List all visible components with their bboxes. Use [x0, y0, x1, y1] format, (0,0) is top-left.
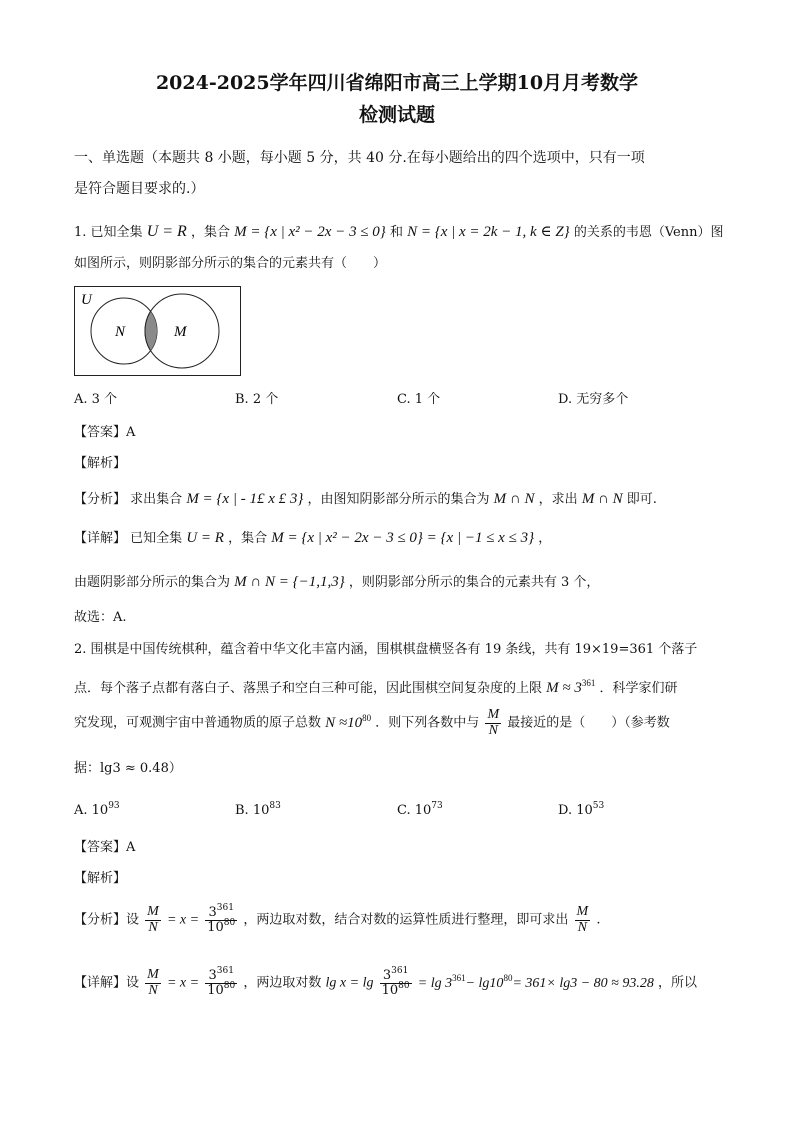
q1-fenxi-set: M = {x | - 1£ x £ 3}: [186, 491, 304, 507]
q2-fenxi-frac-mn-2: $\frac{M}{N}$: [576, 904, 589, 935]
q1-xj-b: ，集合: [228, 531, 268, 546]
q2-xiangjie: [74, 968, 697, 998]
q1-fenxi-b: ，由图知阴影部分所示的集合为: [307, 492, 490, 507]
q2-fenxi-eq: = x =: [166, 912, 200, 928]
q1-fenxi: [74, 490, 657, 509]
q1-fenxi-a: 求出集合: [130, 492, 183, 507]
q1-option-d: D. 无穷多个: [558, 392, 629, 407]
q2-xj-eq: = x =: [166, 975, 200, 991]
title-line-1: 2024-2025学年四川省绵阳市高三上学期10月月考数学: [155, 72, 639, 94]
q1-universal-set: U = R: [146, 223, 187, 240]
q1-option-c: C. 1 个: [397, 392, 441, 407]
q2-xiangjie-label: 【详解】设: [74, 975, 140, 991]
q2-line3-b: ．则下列各数中与: [375, 715, 480, 731]
q2-xj-lg: lg x = lg: [325, 975, 374, 991]
q2-xj-text: ，两边取对数: [243, 975, 322, 991]
q2-option-a: A. $10^{93}$: [74, 801, 120, 818]
q2-frac-num: M: [487, 707, 500, 722]
q2-fenxi-text: ，两边取对数，结合对数的运算性质进行整理，即可求出: [243, 912, 569, 928]
q1-stem-line-2: 如图所示，则阴影部分所示的集合的元素共有（ ）: [74, 256, 387, 271]
q1-shadow-line: [74, 573, 599, 592]
q1-option-b: B. 2 个: [235, 392, 279, 407]
q1-fenxi-c: ，求出: [538, 492, 578, 507]
q1-analysis-label: 【解析】: [74, 456, 127, 471]
q1-option-a: A. 3 个: [74, 392, 118, 407]
q1-stem-line-1: [74, 222, 723, 242]
q2-fenxi-frac-mn: $\frac{M}{N}$: [147, 904, 159, 935]
q1-set-n: N = {x | x = 2k − 1, k ∈ Z}: [407, 224, 570, 240]
n-label: N: [115, 324, 126, 340]
q1-xj-u: U = R: [186, 530, 224, 546]
q1-xj-a: 已知全集: [130, 531, 183, 546]
q1-and: 和: [389, 225, 403, 240]
q2-line-2: [74, 679, 678, 698]
q1-fenxi-mn2: M ∩ N: [581, 491, 623, 507]
q2-m-exp: 361: [581, 678, 596, 688]
q2-line-3: [74, 708, 670, 738]
q1-fenxi-d: 即可.: [626, 492, 657, 507]
q2-xj-frac-pow: $\frac{3^{361}}{10^{80}}$: [207, 966, 236, 998]
q1-shadow-expr: M ∩ N = {−1,1,3}: [234, 574, 345, 590]
q2-fenxi-frac-pow: $\frac{3^{361}}{10^{80}}$: [207, 903, 236, 935]
q2-xj-frac-mn: $\frac{M}{N}$: [147, 967, 159, 998]
q2-answer: 【答案】A: [74, 840, 136, 855]
q1-fenxi-mn1: M ∩ N: [493, 491, 535, 507]
q2-xj-rest: = $\lg 3^{361}- \lg 10^{80}= 361\times \lg 3 - 80 \approx 93.28$: [417, 972, 654, 991]
q2-option-b: B. $10^{83}$: [235, 801, 281, 818]
q2-frac-den: N: [488, 722, 498, 738]
q1-set-m: M = {x | x² − 2x − 3 ≤ 0}: [234, 224, 386, 240]
q2-fenxi: [74, 905, 600, 935]
section-heading-line-1: 一、单选题（本题共 8 小题，每小题 5 分，共 40 分.在每小题给出的四个选项中，只有一项: [74, 150, 645, 166]
q2-fenxi-end: .: [596, 912, 601, 928]
q2-fenxi-label: 【分析】设: [74, 912, 140, 928]
section-heading-line-2: 是符合题目要求的.）: [74, 181, 205, 197]
u-label: U: [81, 292, 92, 308]
q2-line3-c: 最接近的是（ ）（参考数: [507, 715, 670, 731]
title-line-2: 检测试题: [358, 104, 435, 126]
q2-n-exp: 80: [362, 712, 372, 723]
q1-xj-c: ，: [538, 531, 552, 546]
q2-line3-a: 究发现，可观测宇宙中普通物质的原子总数: [74, 715, 322, 731]
q2-xj-frac-pow-2: $\frac{3^{361}}{10^{80}}$: [381, 966, 410, 998]
q1-prefix: 1. 已知全集: [74, 225, 143, 240]
q2-fraction-m-over-n: [485, 708, 501, 738]
q2-line2-b: ．科学家们研: [599, 681, 678, 696]
q1-xiangjie-label: 【详解】: [74, 531, 127, 546]
q1-xiangjie: [74, 529, 551, 548]
q2-option-c: C. $10^{73}$: [397, 801, 443, 818]
q2-xj-end: ，所以: [658, 975, 698, 991]
venn-diagram: [74, 286, 242, 376]
q2-line2-a: 点．每个落子点都有落白子、落黑子和空白三种可能，因此围棋空间复杂度的上限: [74, 681, 543, 696]
q1-sep: ，集合: [190, 225, 230, 240]
m-label: M: [174, 324, 187, 340]
q2-n-expr: $N \approx 10^{80}$: [325, 712, 372, 731]
q1-choose: 故选：A.: [74, 610, 127, 625]
q2-analysis-label: 【解析】: [74, 871, 127, 886]
q1-suffix: 的关系的韦恩（Venn）图: [573, 225, 724, 240]
q1-xj-m: M = {x | x² − 2x − 3 ≤ 0} = {x | −1 ≤ x ≤ 3}: [271, 530, 535, 546]
q2-option-d: D. $10^{53}$: [558, 801, 605, 818]
q1-shadow-a: 由题阴影部分所示的集合为: [74, 575, 231, 590]
q2-m-expr: $M \approx 3^{361}$: [546, 678, 596, 696]
q1-answer: 【答案】A: [74, 425, 136, 440]
q2-line-1: 2. 围棋是中国传统棋种，蕴含着中华文化丰富内涵，围棋棋盘横竖各有 19 条线，共有 19×19=361 个落子: [74, 642, 698, 657]
q1-shadow-b: ，则阴影部分所示的集合的元素共有 3 个，: [348, 575, 600, 590]
q2-line-4: 据：lg3 ≈ 0.48）: [74, 761, 182, 776]
q1-fenxi-label: 【分析】: [74, 492, 127, 507]
